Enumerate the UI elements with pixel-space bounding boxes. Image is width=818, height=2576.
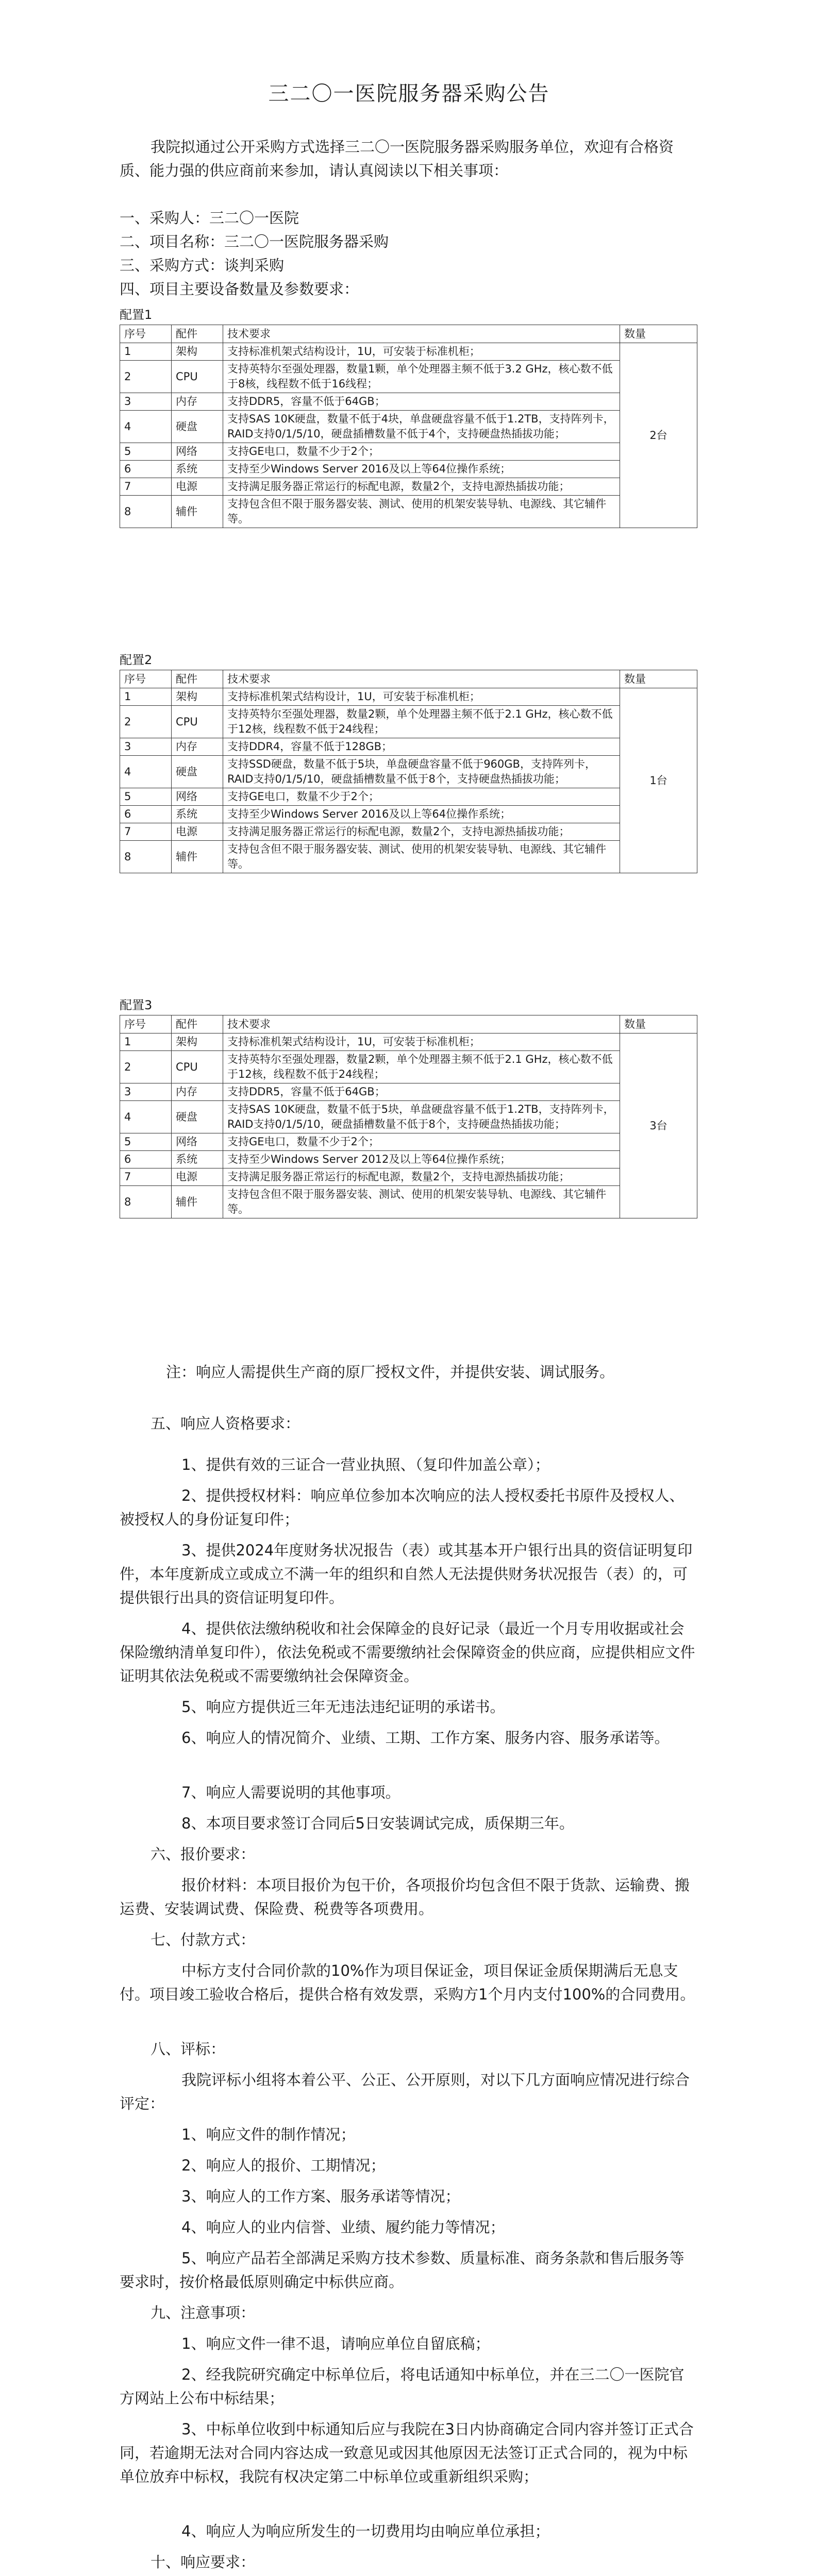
s7-text: 中标方支付合同价款的10%作为项目保证金，项目保证金质保期满后无息支付。项目竣工验收合格后，提供合格有效发票，采购方1个月内支付100%的合同费用。 [120,1962,695,2003]
config-2-label: 配置2 [120,653,153,667]
s9-item: 2、经我院研究确定中标单位后，将电话通知中标单位，并在三二〇一医院官方网站上公布中标结果； [120,2366,685,2407]
row-requirement: 支持包含但不限于服务器安装、测试、使用的机架安装导轨、电源线、其它辅件等。 [223,841,620,873]
row-requirement: 支持包含但不限于服务器安装、测试、使用的机架安装导轨、电源线、其它辅件等。 [223,496,620,528]
row-part: 电源 [172,1168,223,1186]
table-row [120,1151,697,1168]
table-header-row [120,1015,697,1033]
row-requirement: 支持标准机架式结构设计，1U，可安装于标准机柜； [223,1033,620,1051]
table-row [120,461,697,478]
table-row [120,788,697,806]
table-row [120,361,697,393]
header-quantity: 数量 [620,325,697,343]
row-requirement: 支持满足服务器正常运行的标配电源，数量2个，支持电源热插拔功能； [223,1168,620,1186]
header-quantity: 数量 [620,1015,697,1033]
header-requirement: 技术要求 [223,670,620,688]
section-7-heading: 七、付款方式： [151,1931,256,1948]
row-requirement: 支持至少Windows Server 2012及以上等64位操作系统； [223,1151,620,1168]
config-3-table [120,1015,697,1218]
s8-item: 1、响应文件的制作情况； [181,2126,356,2143]
table-row [120,1101,697,1133]
config-quantity: 2台 [620,343,697,528]
row-part: 硬盘 [172,1101,223,1133]
table-row [120,823,697,841]
row-no: 7 [120,1168,172,1186]
table-row [120,1168,697,1186]
row-no: 6 [120,806,172,823]
table-row [120,1051,697,1083]
row-part: 网络 [172,788,223,806]
row-no: 8 [120,841,172,873]
config-quantity: 1台 [620,688,697,873]
table-row [120,443,697,461]
method-line: 三、采购方式：谈判采购 [120,257,285,274]
row-no: 3 [120,738,172,756]
row-part: 电源 [172,478,223,496]
row-part: 辅件 [172,841,223,873]
table-row [120,756,697,788]
row-part: 架构 [172,688,223,706]
section-10-heading: 十、响应要求： [151,2553,256,2571]
header-part: 配件 [172,325,223,343]
table-row [120,478,697,496]
row-requirement: 支持标准机架式结构设计，1U，可安装于标准机柜； [223,688,620,706]
row-requirement: 支持标准机架式结构设计，1U，可安装于标准机柜； [223,343,620,361]
row-part: 网络 [172,1133,223,1151]
row-no: 6 [120,461,172,478]
row-part: 内存 [172,1083,223,1101]
section-5-heading: 五、响应人资格要求： [151,1415,301,1432]
s8-item: 4、响应人的业内信誉、业绩、履约能力等情况； [181,2218,505,2236]
row-part: 系统 [172,461,223,478]
s9-item: 3、中标单位收到中标通知后应与我院在3日内协商确定合同内容并签订正式合同，若逾期无法对合同内容达成一致意见或因其他原因无法签订正式合同的，视为中标单位放弃中标权，我院有权决定第二中标单位或重新组织采购； [120,2420,694,2485]
row-requirement: 支持至少Windows Server 2016及以上等64位操作系统； [223,461,620,478]
s5-item: 3、提供2024年度财务状况报告（表）或其基本开户银行出具的资信证明复印件，本年度新成立或成立不满一年的组织和自然人无法提供财务状况报告（表）的，可提供银行出具的资信证明复印件。 [120,1541,693,1606]
table-row [120,738,697,756]
header-requirement: 技术要求 [223,325,620,343]
header-seq: 序号 [120,1015,172,1033]
s6-text: 报价材料：本项目报价为包干价，各项报价均包含但不限于货款、运输费、搬运费、安装调试费、保险费、税费等各项费用。 [120,1876,690,1918]
row-no: 5 [120,443,172,461]
s8-item: 5、响应产品若全部满足采购方技术参数、质量标准、商务条款和售后服务等要求时，按价格最低原则确定中标供应商。 [120,2249,685,2291]
s8-text: 我院评标小组将本着公平、公正、公开原则，对以下几方面响应情况进行综合评定： [120,2071,690,2112]
row-no: 5 [120,788,172,806]
row-requirement: 支持DDR5，容量不低于64GB； [223,393,620,411]
intro-paragraph: 我院拟通过公开采购方式选择三二〇一医院服务器采购服务单位，欢迎有合格资质、能力强的供应商前来参加，请认真阅读以下相关事项： [120,138,674,179]
row-part: 电源 [172,823,223,841]
row-requirement: 支持至少Windows Server 2016及以上等64位操作系统； [223,806,620,823]
purchaser-line: 一、采购人：三二〇一医院 [120,209,299,227]
header-part: 配件 [172,1015,223,1033]
s5-item: 7、响应人需要说明的其他事项。 [181,1784,400,1801]
row-requirement: 支持英特尔至强处理器，数量2颗，单个处理器主频不低于2.1 GHz，核心数不低于12核，线程数不低于24线程； [223,1051,620,1083]
table-row [120,706,697,738]
table-row [120,1033,697,1051]
s9-item: 1、响应文件一律不退，请响应单位自留底稿； [181,2335,490,2352]
header-quantity: 数量 [620,670,697,688]
row-no: 7 [120,478,172,496]
row-requirement: 支持SAS 10K硬盘，数量不低于4块，单盘硬盘容量不低于1.2TB，支持阵列卡，RAID支持0/1/5/10，硬盘插槽数量不低于4个，支持硬盘热插拔功能； [223,411,620,443]
table-header-row [120,670,697,688]
header-seq: 序号 [120,325,172,343]
config-1-table [120,325,697,528]
row-no: 5 [120,1133,172,1151]
section-9-heading: 九、注意事项： [151,2304,256,2321]
table-row [120,1186,697,1218]
row-no: 2 [120,1051,172,1083]
table-header-row [120,325,697,343]
config-2-table [120,670,697,873]
row-part: CPU [172,706,223,738]
s9-item: 4、响应人为响应所发生的一切费用均由响应单位承担； [181,2522,550,2540]
row-part: 硬盘 [172,756,223,788]
section-6-heading: 六、报价要求： [151,1845,256,1863]
row-requirement: 支持GE电口，数量不少于2个； [223,443,620,461]
s5-item: 4、提供依法缴纳税收和社会保障金的良好记录（最近一个月专用收据或社会保险缴纳清单复印件），依法免税或不需要缴纳社会保障资金的供应商，应提供相应文件证明其依法免税或不需要缴纳社会保障资金。 [120,1620,695,1685]
s5-item: 8、本项目要求签订合同后5日安装调试完成，质保期三年。 [181,1815,574,1832]
row-no: 8 [120,496,172,528]
row-no: 1 [120,1033,172,1051]
s5-item: 5、响应方提供近三年无违法违纪证明的承诺书。 [181,1698,505,1716]
row-no: 3 [120,1083,172,1101]
row-no: 2 [120,706,172,738]
row-requirement: 支持SAS 10K硬盘，数量不低于5块，单盘硬盘容量不低于1.2TB，支持阵列卡，RAID支持0/1/5/10，硬盘插槽数量不低于8个，支持硬盘热插拔功能； [223,1101,620,1133]
s5-item: 6、响应人的情况简介、业绩、工期、工作方案、服务内容、服务承诺等。 [181,1729,670,1747]
table-row [120,393,697,411]
row-no: 6 [120,1151,172,1168]
equipment-heading: 四、项目主要设备数量及参数要求： [120,280,359,298]
row-no: 1 [120,343,172,361]
row-part: 系统 [172,806,223,823]
project-line: 二、项目名称：三二〇一医院服务器采购 [120,233,389,250]
row-requirement: 支持英特尔至强处理器，数量1颗，单个处理器主频不低于3.2 GHz，核心数不低于8核，线程数不低于16线程； [223,361,620,393]
row-requirement: 支持包含但不限于服务器安装、测试、使用的机架安装导轨、电源线、其它辅件等。 [223,1186,620,1218]
row-no: 4 [120,411,172,443]
row-requirement: 支持满足服务器正常运行的标配电源，数量2个，支持电源热插拔功能； [223,478,620,496]
row-no: 2 [120,361,172,393]
row-requirement: 支持DDR5，容量不低于64GB； [223,1083,620,1101]
row-part: 硬盘 [172,411,223,443]
row-no: 4 [120,1101,172,1133]
row-requirement: 支持英特尔至强处理器，数量2颗，单个处理器主频不低于2.1 GHz，核心数不低于12核，线程数不低于24线程； [223,706,620,738]
row-no: 7 [120,823,172,841]
table-row [120,496,697,528]
row-requirement: 支持SSD硬盘，数量不低于5块，单盘硬盘容量不低于960GB，支持阵列卡，RAID支持0/1/5/10，硬盘插槽数量不低于8个，支持硬盘热插拔功能； [223,756,620,788]
row-no: 4 [120,756,172,788]
config-1-label: 配置1 [120,308,153,322]
row-part: 内存 [172,738,223,756]
config-quantity: 3台 [620,1033,697,1218]
s5-item: 1、提供有效的三证合一营业执照、（复印件加盖公章）； [181,1456,550,1473]
table-row [120,343,697,361]
table-note: 注：响应人需提供生产商的原厂授权文件，并提供安装、调试服务。 [166,1363,615,1381]
header-part: 配件 [172,670,223,688]
row-part: 内存 [172,393,223,411]
row-no: 8 [120,1186,172,1218]
row-part: CPU [172,1051,223,1083]
table-row [120,1133,697,1151]
document-title: 三二〇一医院服务器采购公告 [268,82,550,106]
s5-item: 2、提供授权材料：响应单位参加本次响应的法人授权委托书原件及授权人、被授权人的身份证复印件； [120,1487,685,1528]
header-seq: 序号 [120,670,172,688]
table-row [120,841,697,873]
row-no: 3 [120,393,172,411]
row-part: 网络 [172,443,223,461]
s8-item: 3、响应人的工作方案、服务承诺等情况； [181,2188,460,2205]
table-row [120,688,697,706]
row-requirement: 支持满足服务器正常运行的标配电源，数量2个，支持电源热插拔功能； [223,823,620,841]
s8-item: 2、响应人的报价、工期情况； [181,2157,386,2174]
table-row [120,806,697,823]
row-part: 架构 [172,343,223,361]
row-requirement: 支持GE电口，数量不少于2个； [223,1133,620,1151]
row-part: 辅件 [172,496,223,528]
row-no: 1 [120,688,172,706]
row-part: 架构 [172,1033,223,1051]
table-row [120,1083,697,1101]
config-3-label: 配置3 [120,998,153,1012]
row-requirement: 支持DDR4，容量不低于128GB； [223,738,620,756]
section-8-heading: 八、评标： [151,2040,226,2058]
row-part: 辅件 [172,1186,223,1218]
row-part: 系统 [172,1151,223,1168]
header-requirement: 技术要求 [223,1015,620,1033]
row-requirement: 支持GE电口，数量不少于2个； [223,788,620,806]
row-part: CPU [172,361,223,393]
table-row [120,411,697,443]
